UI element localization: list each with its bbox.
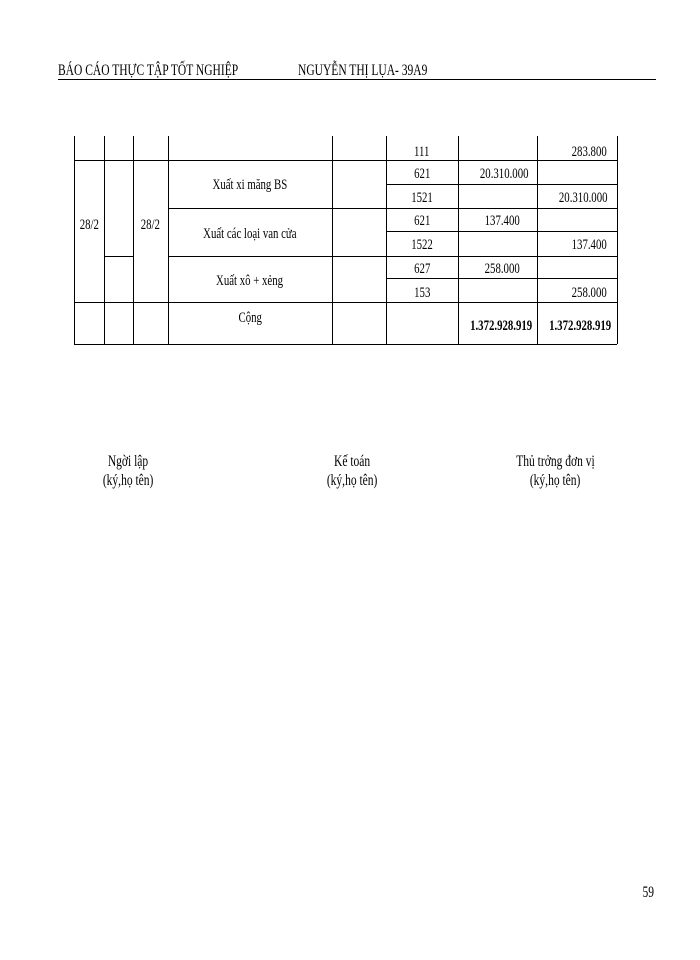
header-title: BÁO CÁO THỰC TẬP TỐT NGHIỆP xyxy=(58,62,239,79)
total-credit: 1.372.928.919 xyxy=(549,318,612,334)
item-desc: Xuất các loại van cửa xyxy=(203,226,297,242)
item-desc: Xuất xô + xẻng xyxy=(216,273,284,289)
table-row-line xyxy=(386,231,617,232)
item-account: 621 xyxy=(413,166,431,182)
page-header xyxy=(58,62,656,84)
table-row-line xyxy=(74,160,617,161)
header-author: NGUYỄN THỊ LỤA- 39A9 xyxy=(298,62,428,79)
table-border-left xyxy=(74,136,75,344)
signature-director xyxy=(480,452,630,490)
table-col-line xyxy=(133,136,134,344)
item-account: 621 xyxy=(413,213,431,229)
item-credit: 258.000 xyxy=(571,285,607,301)
table-row-line xyxy=(168,208,617,209)
item-account: 1521 xyxy=(411,190,433,206)
item-account: 153 xyxy=(413,285,431,301)
item-debit: 258.000 xyxy=(484,261,520,277)
signature-title: Ngời lập xyxy=(107,453,149,470)
signature-sub: (ký,họ tên) xyxy=(102,472,154,489)
table-row-line xyxy=(74,302,617,303)
page-number: 59 xyxy=(642,884,654,901)
table-border-right xyxy=(617,136,618,344)
total-debit: 1.372.928.919 xyxy=(470,318,533,334)
total-label: Cộng xyxy=(238,310,262,326)
table-row-line xyxy=(386,184,617,185)
carry-credit: 283.800 xyxy=(571,144,607,160)
item-debit: 137.400 xyxy=(484,213,520,229)
table-col-line xyxy=(104,136,105,344)
item-credit: 20.310.000 xyxy=(558,190,607,206)
table-row-line xyxy=(168,256,617,257)
signature-sub: (ký,họ tên) xyxy=(326,472,378,489)
signature-title: Thủ trởng đơn vị xyxy=(515,453,595,470)
signature-preparer xyxy=(68,452,188,490)
carry-account: 111 xyxy=(414,144,430,160)
item-account: 1522 xyxy=(411,237,433,253)
item-account: 627 xyxy=(413,261,431,277)
table-border-bottom xyxy=(74,344,617,345)
signature-title: Kế toán xyxy=(333,453,371,470)
table-row-line xyxy=(104,256,133,257)
table-row-line xyxy=(386,278,617,279)
item-desc: Xuất xi măng BS xyxy=(212,177,288,193)
signature-sub: (ký,họ tên) xyxy=(529,472,581,489)
header-rule xyxy=(58,79,656,80)
date-ht: 28/2 xyxy=(140,217,161,233)
date-ct: 28/2 xyxy=(79,217,99,233)
item-credit: 137.400 xyxy=(571,237,607,253)
item-debit: 20.310.000 xyxy=(479,166,528,182)
signature-accountant xyxy=(292,452,412,490)
table-col-line xyxy=(332,136,333,344)
